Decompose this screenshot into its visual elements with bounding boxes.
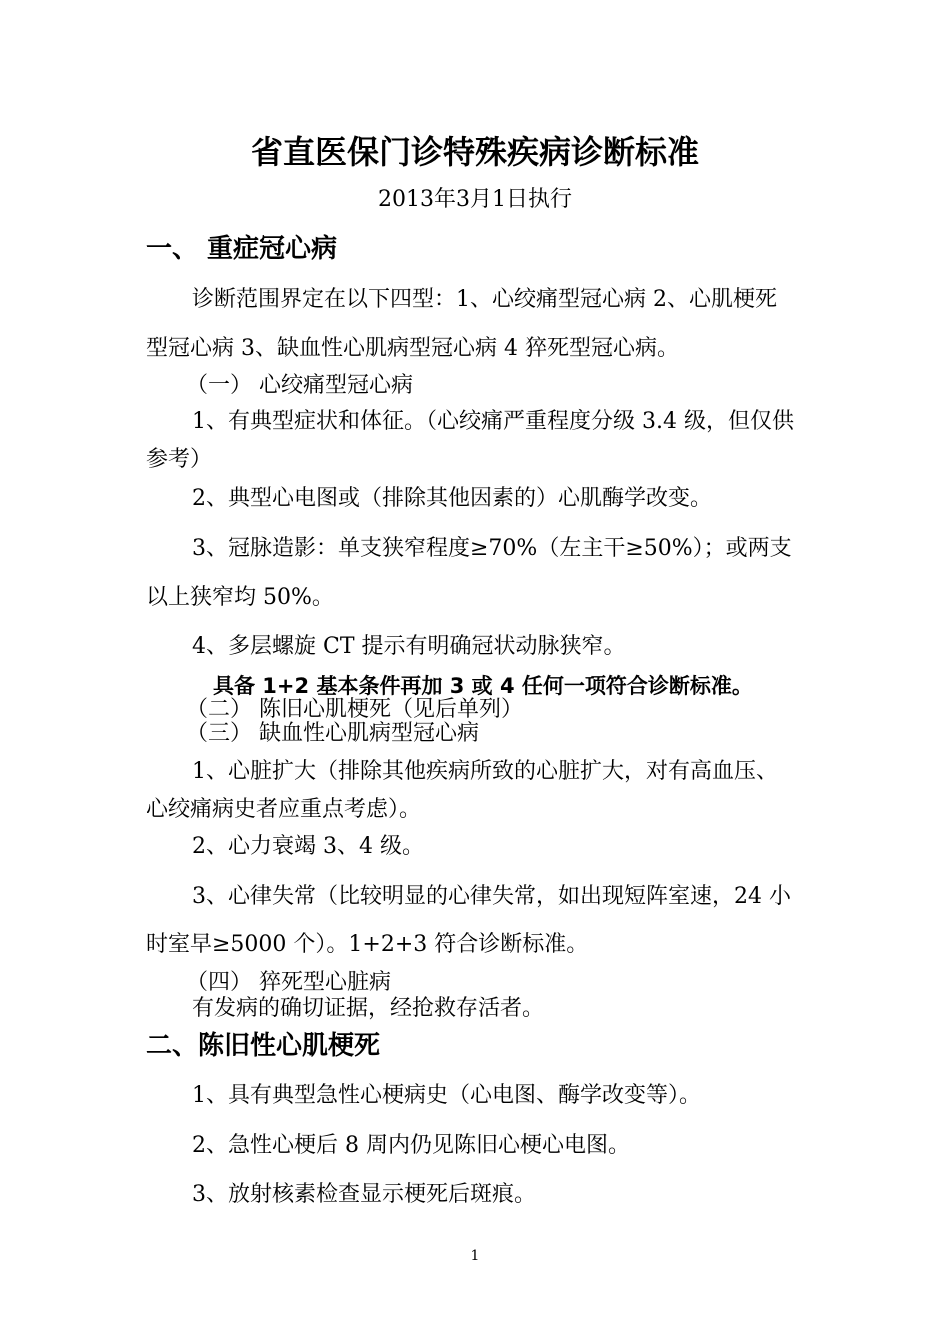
sub4-heading: （四） 猝死型心脏病: [186, 970, 391, 995]
section1-heading: 一、 重症冠心病: [146, 234, 338, 264]
section1-intro-line1: 诊断范围界定在以下四型：1、心绞痛型冠心病 2、心肌梗死: [192, 287, 777, 312]
sub3-item1-line2: 心绞痛病史者应重点考虑）。: [146, 797, 422, 822]
sub4-text: 有发病的确切证据，经抢救存活者。: [192, 996, 545, 1021]
sub1-heading: （一） 心绞痛型冠心病: [186, 373, 413, 398]
page-number: 1: [470, 1248, 480, 1264]
sub1-item3-line2: 以上狭窄均 50%。: [146, 585, 334, 610]
sub3-heading: （三） 缺血性心肌病型冠心病: [186, 721, 479, 746]
sub3-item3-line1: 3、心律失常（比较明显的心律失常，如出现短阵室速，24 小: [192, 884, 791, 909]
section2-item3: 3、放射核素检查显示梗死后斑痕。: [192, 1182, 536, 1207]
sub3-item2: 2、心力衰竭 3、4 级。: [192, 834, 424, 859]
section2-item2: 2、急性心梗后 8 周内仍见陈旧心梗心电图。: [192, 1133, 630, 1158]
sub1-item2: 2、典型心电图或（排除其他因素的）心肌酶学改变。: [192, 486, 712, 511]
sub3-item3-line2: 时室早≥5000 个）。1+2+3 符合诊断标准。: [146, 932, 589, 957]
sub1-item3-line1: 3、冠脉造影：单支狭窄程度≥70%（左主干≥50%）；或两支: [192, 536, 792, 561]
section1-intro-line2: 型冠心病 3、缺血性心肌病型冠心病 4 猝死型冠心病。: [146, 336, 679, 361]
section2-heading: 二、陈旧性心肌梗死: [146, 1031, 381, 1061]
sub2-heading: （二） 陈旧心肌梗死（见后单列）: [186, 697, 523, 722]
sub3-item1-line1: 1、心脏扩大（排除其他疾病所致的心脏扩大，对有高血压、: [192, 759, 778, 784]
document-title: 省直医保门诊特殊疾病诊断标准: [250, 133, 699, 171]
sub1-item1-line2: 参考）: [146, 447, 213, 472]
section2-item1: 1、具有典型急性心梗病史（心电图、酶学改变等）。: [192, 1083, 701, 1108]
sub1-item4: 4、多层螺旋 CT 提示有明确冠状动脉狭窄。: [192, 634, 626, 659]
document-subtitle: 2013年3月1日执行: [378, 187, 572, 212]
sub1-item1-line1: 1、有典型症状和体征。（心绞痛严重程度分级 3.4 级，但仅供: [192, 409, 794, 434]
sub1-criteria: 具备 1+2 基本条件再加 3 或 4 任何一项符合诊断标准。: [213, 674, 753, 698]
